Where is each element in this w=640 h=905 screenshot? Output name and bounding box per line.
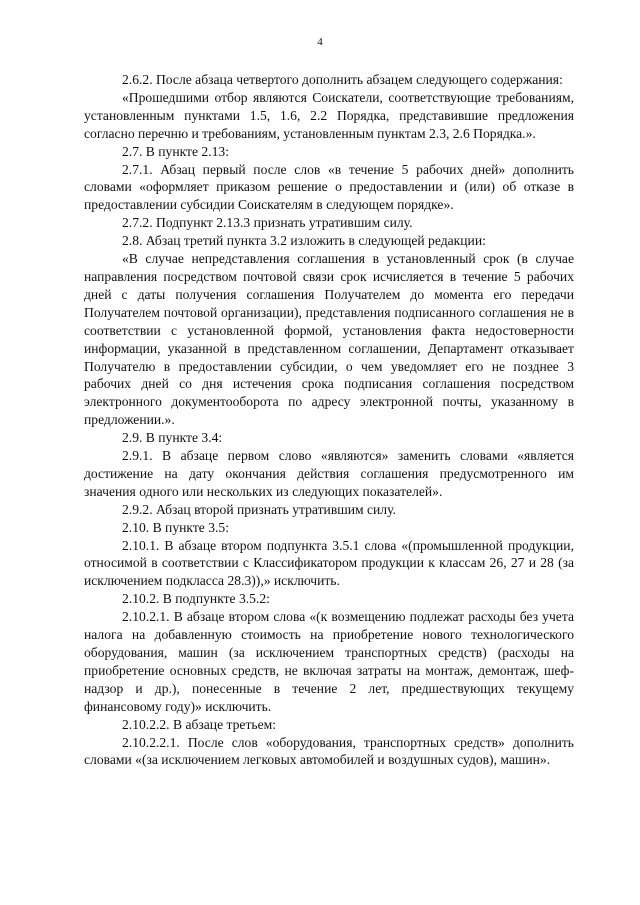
paragraph-quote-selected-applicants: «Прошедшими отбор являются Соискатели, соответствующие требованиям, установленным пунктами 1.5, 1.6, 2.2 Порядка, представившие предложения согласно перечню и требованиям, установленным пунктам 2.3, 2.6 Порядка.». [84,89,574,141]
paragraph-2-9-2: 2.9.2. Абзац второй признать утратившим силу. [122,501,396,517]
page-number: 4 [317,36,323,48]
paragraph-2-7: 2.7. В пункте 2.13: [122,143,229,159]
paragraph-2-10: 2.10. В пункте 3.5: [122,519,229,535]
paragraph-2-7-2: 2.7.2. Подпункт 2.13.3 признать утратившим силу. [122,215,413,231]
paragraph-2-7-1: 2.7.1. Абзац первый после слов «в течение 5 рабочих дней» дополнить словами «оформляет приказом решение о предоставлении и (или) об отказе в предоставлении субсидии Соискателям в следующем порядке». [84,161,574,213]
paragraph-2-10-2-2-1: 2.10.2.2.1. После слов «оборудования, транспортных средств» дополнить словами «(за исключением легковых автомобилей и воздушных судов), машин». [84,734,574,768]
paragraph-2-10-2-1: 2.10.2.1. В абзаце втором слова «(к возмещению подлежат расходы без учета налога на добавленную стоимость на приобретение нового технологического оборудования, машин (за исключением транспортных средств) (расходы на приобретение основных средств, не включая затраты на монтаж, демонтаж, шеф-надзор и др.), понесенные в течение 2 лет, предшествующих текущему финансовому году)» исключить. [84,609,574,714]
document-body [84,71,574,769]
paragraph-2-9-1: 2.9.1. В абзаце первом слово «являются» заменить словами «является достижение на дату окончания действия соглашения предусмотренного им значения одного или нескольких из следующих показателей». [84,448,574,499]
paragraph-2-9: 2.9. В пункте 3.4: [122,430,223,446]
paragraph-quote-non-submission: «В случае непредставления соглашения в установленный срок (в случае направления посредством почтовой связи срок исчисляется в течение 5 рабочих дней с даты получения соглашения Получателем до момента его передачи Получателем почтовой организации), представления подписанного соглашения не в соответствии с установленной формой, установления факта недостоверности информации, указанной в представленном соглашении, Департамент отказывает Получателю в предоставлении субсидии, о чем уведомляет его не позднее 3 рабочих дней со дня истечения срока подписания соглашения посредством электронного документооборота по адресу электронной почты, указанному в предложении.». [84,251,574,428]
paragraph-2-10-1: 2.10.1. В абзаце втором подпункта 3.5.1 слова «(промышленной продукции, относимой в соответствии с Классификатором продукции к классам 26, 27 и 28 (за исключением подкласса 28.3)),» исключить. [84,537,574,589]
paragraph-2-6-2: 2.6.2. После абзаца четвертого дополнить абзацем следующего содержания: [122,72,563,87]
paragraph-2-8: 2.8. Абзац третий пункта 3.2 изложить в следующей редакции: [122,233,486,249]
paragraph-2-10-2: 2.10.2. В подпункте 3.5.2: [122,591,270,607]
paragraph-2-10-2-2: 2.10.2.2. В абзаце третьем: [122,716,276,732]
